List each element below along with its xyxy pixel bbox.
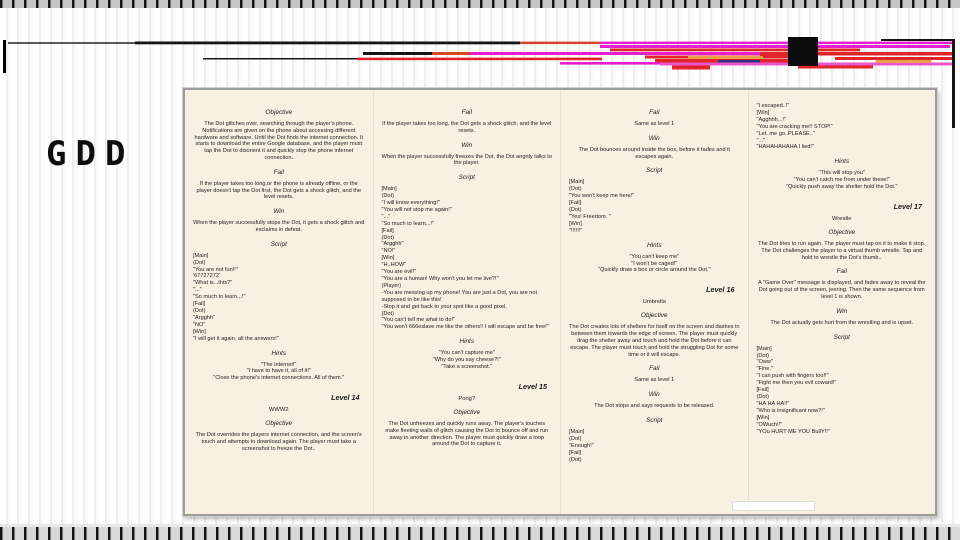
section-paragraph: If the player takes too long,or the phone is already offline, or the player doesn't tap the Dot first, the Dot gets a shock glitch, and the level resets. — [196, 180, 362, 201]
script-line: "Who is insignificant now?!" — [756, 407, 825, 414]
script-line: [Win] — [569, 220, 582, 227]
script-line: [Win] — [756, 109, 770, 116]
section-heading: Script — [646, 167, 663, 175]
script-line: "Yes! Freedom. " — [569, 213, 611, 220]
script-line: "Argghh" — [193, 314, 216, 321]
script-line: "I will know everything!" — [381, 200, 440, 206]
script-line: [Main] — [756, 345, 772, 352]
script-line: '67727272' — [193, 273, 221, 280]
section-paragraph: The Dot unfreezes and quickly runs away. The player's touches make fleeting walls of glitch causing the Dot to bounce off and run away in another direction. The player must quickly draw a loop around the Dot to capture it. — [385, 420, 549, 448]
section-heading: Win — [836, 307, 848, 315]
script-line: [Win] — [193, 328, 206, 335]
section-paragraph: The Dot stops and says requests to be released. — [594, 403, 715, 410]
script-line: "YOu HURT ME YOU BullY!!" — [756, 428, 830, 435]
script-line: (Dot) — [569, 456, 582, 463]
script-block — [193, 253, 368, 343]
script-line: (Dot) — [569, 207, 582, 214]
script-line: "..." — [756, 137, 766, 144]
hint-line: "I have to have it, all of it!" — [246, 368, 311, 375]
script-line: (Dot) — [569, 435, 582, 442]
section-heading: Fail — [836, 268, 847, 276]
section-paragraph: The Dot bounces around inside the box, before it fades and it escapes again. — [578, 146, 730, 160]
script-line: "Oww" — [756, 359, 773, 366]
script-line: [Main] — [569, 428, 585, 435]
script-line: "Agghhh...!" — [756, 116, 786, 123]
hint-line: "Take a screenshot." — [441, 364, 493, 371]
section-heading: Hints — [459, 338, 475, 346]
script-line: [Win] — [756, 414, 770, 421]
section-heading: Fail — [273, 168, 284, 176]
script-block — [757, 346, 931, 436]
script-block — [569, 429, 743, 464]
section-paragraph: The Dot tries to run again. The player must tap on it to make it stop. The Dot challenges the player to a virtual thumb wrestle. Tap and hold to wrestle the Dot's thumb.. — [758, 241, 926, 261]
hint-line: "You can't keep me" — [629, 253, 680, 260]
section-heading: Objective — [265, 109, 293, 116]
script-line: "I can push with fingers too!!" — [756, 373, 829, 380]
script-line: [Fail] — [193, 301, 206, 308]
script-line: "You won't keep me here!" — [569, 193, 635, 200]
section-heading: Hints — [646, 241, 662, 249]
gdd-column-2 — [373, 90, 561, 514]
level-heading: Level 16 — [706, 285, 735, 295]
section-paragraph: The Dot glitches over, searching through the player's phone. Notifications are given on the phone about accessing different hardware and software. Until the Dot finds the internet connection. It starts to download the entire Google database, and the player must tap the Dot to disorient it and quickly stop the phone internet connection. — [194, 121, 364, 161]
hint-line: "The internet!" — [261, 361, 297, 368]
hint-line: "I won't be caged!" — [631, 260, 678, 267]
script-line: "OWuch!!" — [756, 421, 783, 428]
section-heading: Win — [461, 141, 473, 149]
hints-block — [754, 170, 931, 191]
script-line: "You won't 666eslave me like the others!! I will escape and be free!" — [381, 324, 549, 331]
script-line: [Fail] — [569, 449, 582, 456]
gdd-logo: GDD — [46, 134, 135, 174]
section-paragraph: Same as level 1 — [634, 377, 675, 384]
section-paragraph: Same as level 1 — [634, 121, 675, 127]
script-line: [Win] — [381, 255, 395, 262]
hint-line: "You can't catch me from under these!" — [793, 177, 890, 184]
script-line: "Fine." — [756, 366, 773, 373]
hint-line: "Quickly draw a box or circle around the Dot." — [598, 267, 711, 274]
script-line: "..." — [381, 213, 391, 220]
section-paragraph: If the player takes too long, the Dot gets a shock glitch, and the level resets. — [382, 121, 552, 134]
script-line: "Argghh" — [381, 241, 404, 248]
script-line: [Main] — [193, 252, 209, 259]
script-line: "So much to learn...!" — [193, 294, 246, 301]
section-heading: Script — [646, 416, 663, 424]
section-heading: Hints — [834, 158, 850, 166]
gdd-column-4 — [748, 90, 936, 514]
script-line: "You are a human! Why won't you let me live?!" — [381, 275, 499, 282]
section-heading: Objective — [640, 312, 668, 320]
hints-block — [566, 254, 743, 275]
script-block — [382, 186, 556, 331]
hints-block — [190, 362, 368, 383]
script-line: [Fail] — [569, 200, 582, 207]
script-line: (Dot) — [756, 393, 769, 400]
hint-line: "Quickly push away the shelter hold the Dot." — [785, 184, 898, 191]
script-line: (Player) — [381, 282, 402, 289]
script-line: (Dot) — [381, 310, 394, 317]
script-line: "You can't tell me what to do!" — [381, 317, 456, 324]
hint-line: "This will stop you" — [818, 170, 866, 177]
section-heading: Win — [648, 134, 660, 142]
section-paragraph: The Dot creates lots of shelters for itself on the screen and dashes in between them towards the edge of screen. The player must quickly drag the shelter away and touch and hold the Dot before it can escape. The player must touch and hold the struggling Dot for some time or it will escape. — [569, 324, 740, 358]
section-heading: Script — [458, 174, 475, 182]
section-paragraph: The Dot overrides the players internet connection, and the screen's touch and attempts to download again. The player must take a screenshot to freeze the Dot.. — [195, 432, 362, 452]
script-line: "Enough!" — [569, 442, 594, 449]
document-columns — [185, 90, 935, 514]
level-heading: Level 17 — [893, 202, 922, 212]
script-line: "I will get it again, all the answers!" — [193, 335, 279, 342]
section-paragraph: When the player successfully stops the Dot, it gets a shock glitch and exclaims in defeat. — [193, 220, 365, 233]
section-heading: Win — [648, 391, 660, 399]
section-heading: Fail — [649, 109, 660, 116]
level-subtitle: Pong? — [458, 395, 476, 402]
level-heading: Level 15 — [518, 381, 547, 391]
script-line: "Fight me then you evil coward!" — [756, 380, 837, 387]
horizontal-scrollbar-thumb[interactable] — [732, 501, 815, 511]
script-line: [Fail] — [381, 227, 394, 234]
script-line: (Dot) — [569, 186, 582, 193]
script-line: "I escaped..!" — [756, 103, 790, 109]
hint-line: "You can't capture me" — [438, 350, 495, 357]
script-line: -You are messing up my phone! You are just a Dot, you are not supposed to be like this! — [381, 289, 538, 303]
script-line: "HA HA HA!!" — [756, 400, 790, 407]
section-heading: Script — [270, 240, 287, 248]
script-line: "So much to learn...!" — [381, 220, 434, 227]
gdd-column-1 — [185, 90, 373, 514]
script-line: [Main] — [381, 186, 397, 193]
script-line: (Dot) — [381, 193, 394, 200]
hint-line: "Why do you say cheese?!" — [432, 357, 501, 364]
section-heading: Win — [273, 208, 285, 216]
section-heading: Objective — [453, 408, 481, 416]
level-subtitle: WWW2 — [268, 407, 289, 414]
bottom-ruler-ticks — [0, 524, 960, 540]
section-paragraph: A "Game Over" message is displayed, and fades away to reveal the Dot going out of the screen, jeering. Then the same sequence from level 1 is shown. — [757, 280, 926, 301]
script-line: "Let. me go..PLEASE.." — [756, 130, 815, 137]
script-line: "You will not stop me again!" — [381, 206, 452, 213]
section-heading: Objective — [828, 229, 856, 237]
script-line: "..." — [193, 287, 202, 294]
hint-line: "Close the phone's internet connections. All of them." — [213, 375, 345, 382]
section-paragraph: When the player successfully freezes the Dot, the Dot angrily talks to the player. — [381, 153, 552, 167]
section-paragraph: The Dot actually gets hurt from the wrestling and is upset. — [770, 319, 914, 326]
script-line: "What is...this?" — [193, 280, 233, 287]
script-line: (Dot) — [193, 308, 206, 315]
script-line: "You are not fun!!" — [193, 266, 238, 273]
level-heading: Level 14 — [331, 393, 360, 403]
script-line: [Main] — [569, 179, 585, 186]
script-line: "!!!!!!" — [569, 227, 583, 234]
script-block — [757, 103, 931, 151]
section-heading: Objective — [265, 420, 293, 428]
section-heading: Script — [833, 333, 850, 341]
script-line: (Dot) — [756, 352, 769, 359]
script-line: "You are evil!" — [381, 269, 417, 276]
script-block — [569, 179, 743, 234]
script-line: "You are cracking me!! STOP!" — [756, 123, 833, 130]
gdd-column-3 — [560, 90, 748, 514]
script-line: "H..HOW" — [381, 262, 407, 269]
script-line: "HAHAHAHAHA I lied!" — [756, 144, 814, 151]
script-line: "NO" — [193, 321, 206, 328]
section-heading: Hints — [271, 349, 287, 357]
section-heading: Fail — [461, 109, 472, 116]
script-line: -Stop it and get back to your spot like a good pixel. — [381, 303, 507, 310]
script-line: [Fail] — [756, 387, 769, 394]
hints-block — [379, 350, 556, 371]
level-subtitle: Wrestle — [831, 216, 852, 223]
section-heading: Fail — [649, 365, 660, 373]
gdd-document-page — [183, 88, 937, 516]
script-line: (Dot) — [381, 234, 394, 241]
script-line: "NO!" — [381, 248, 396, 255]
script-line: (Dot) — [193, 259, 206, 266]
level-subtitle: Umbrella — [642, 299, 666, 306]
